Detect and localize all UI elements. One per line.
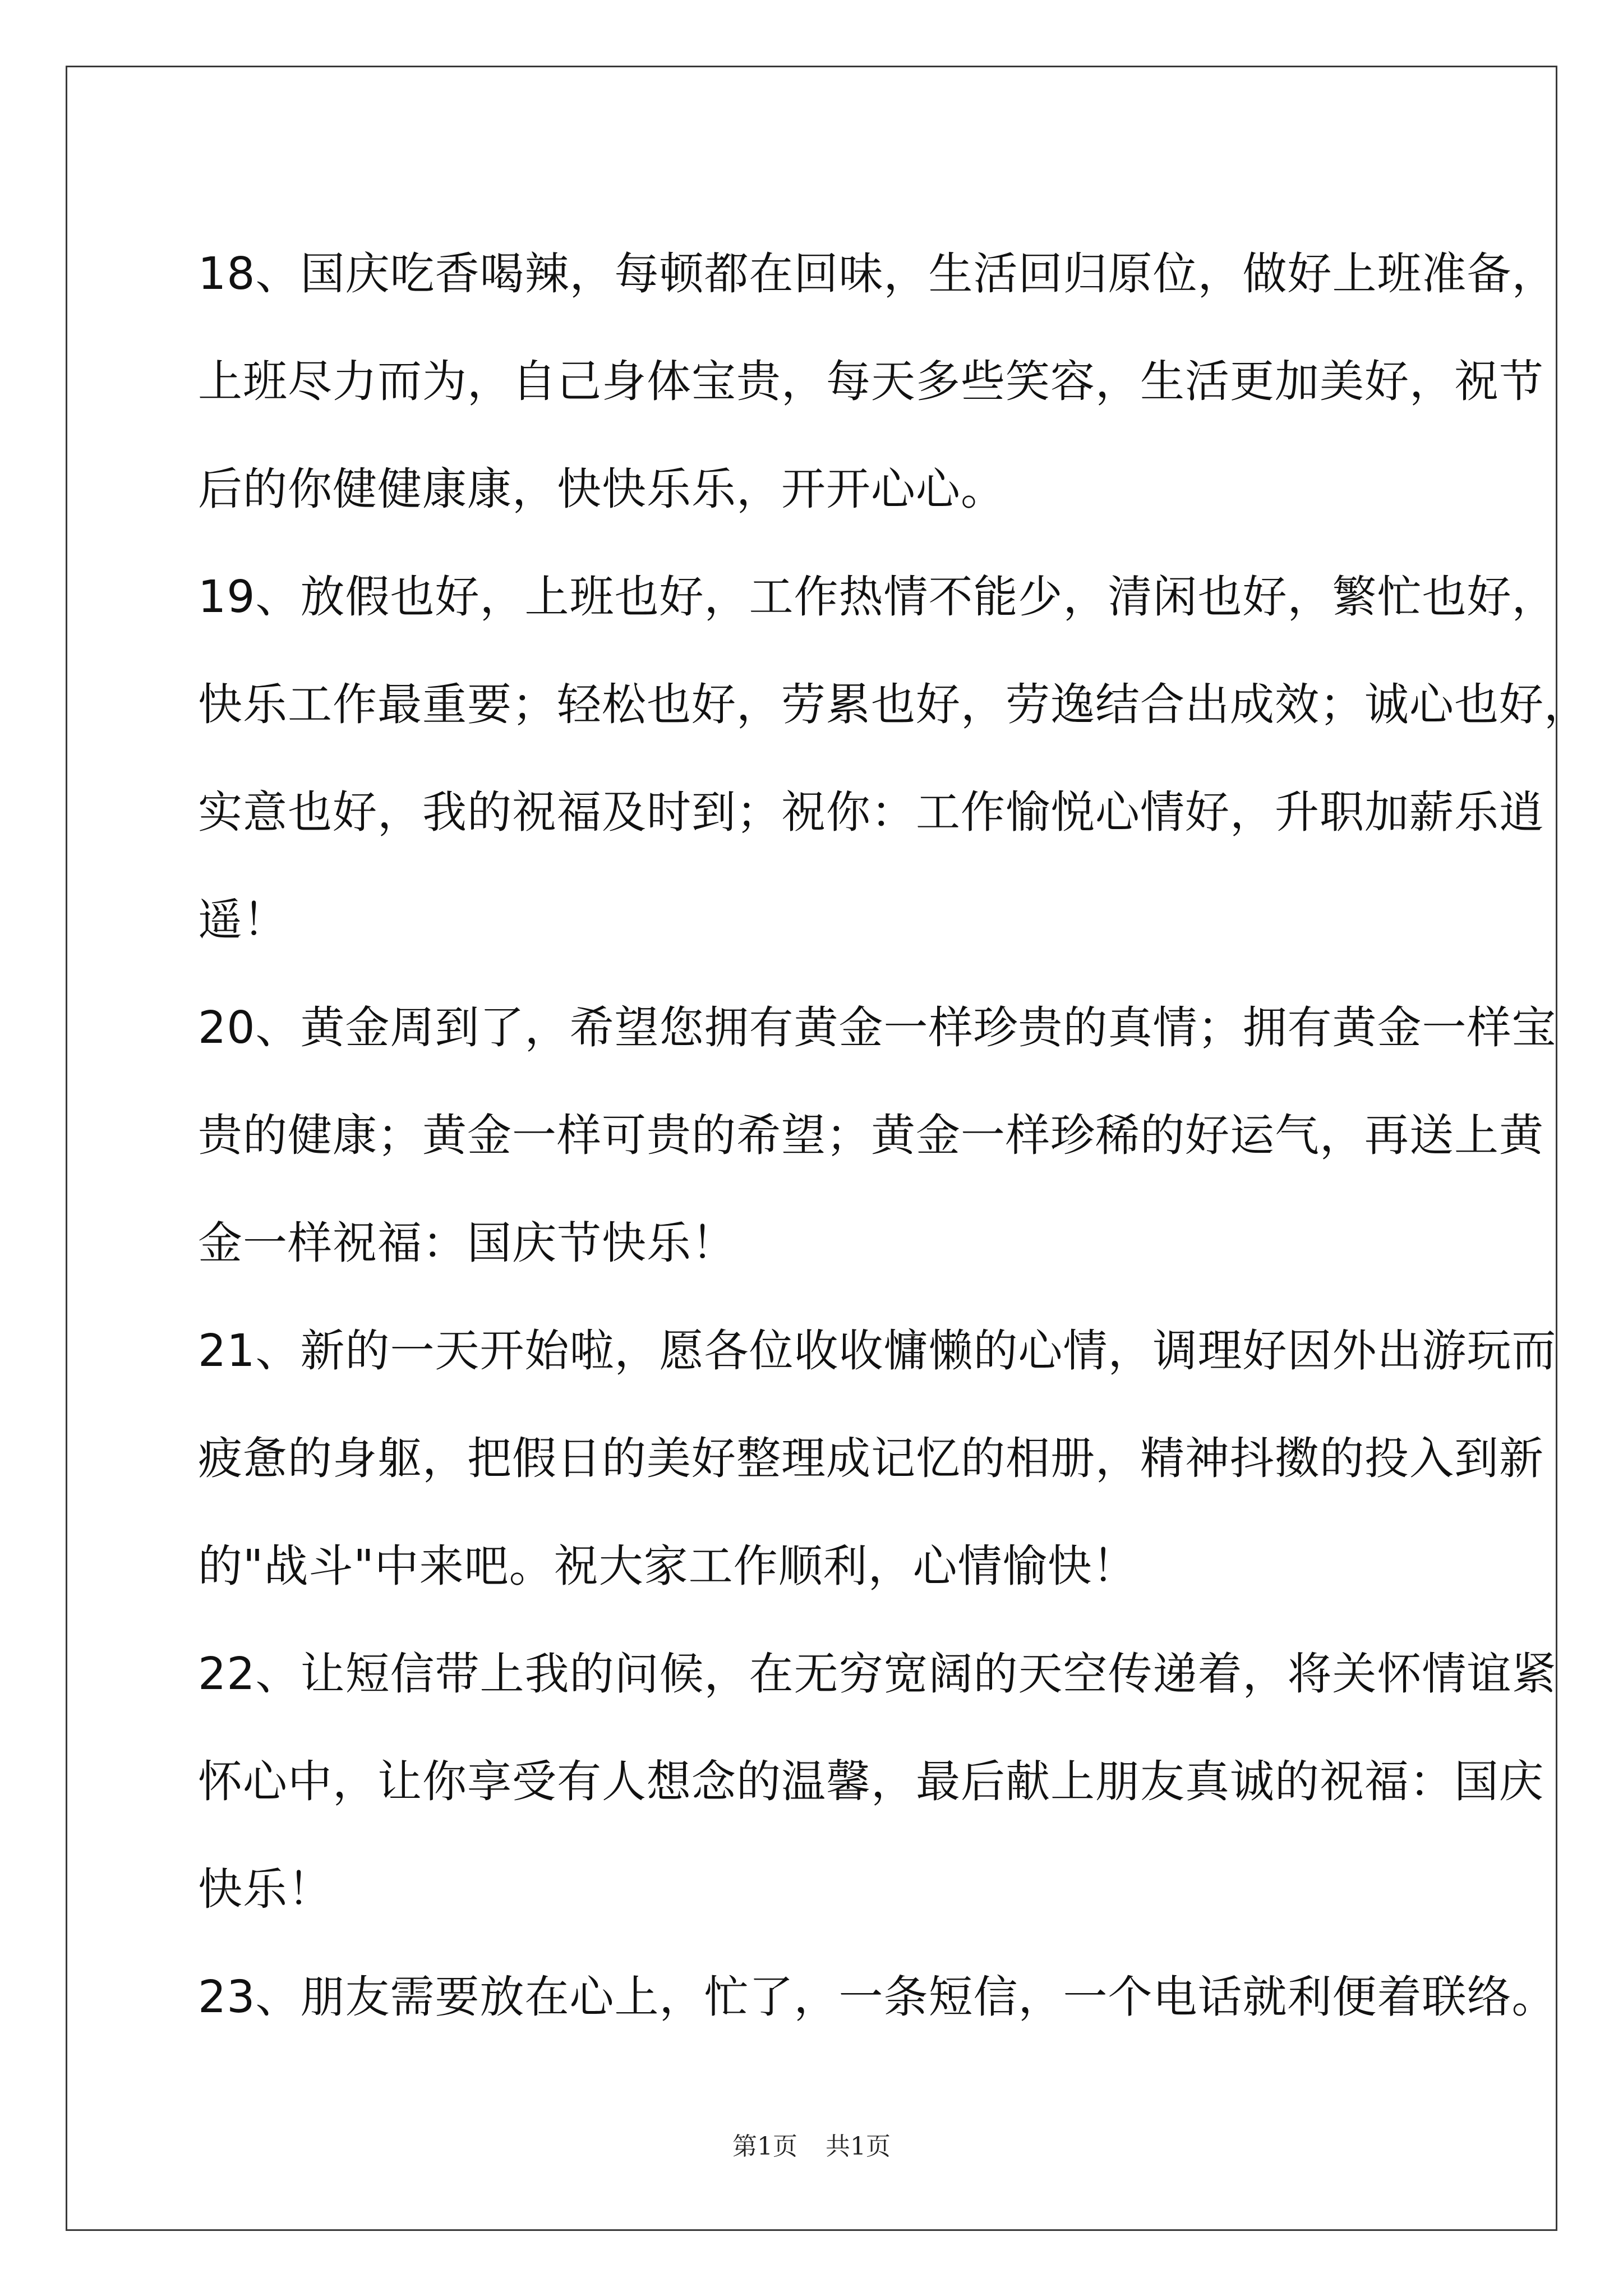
text-line: 快乐工作最重要；轻松也好，劳累也好，劳逸结合出成效；诚心也好， [198, 679, 1589, 730]
page-number-total: 共1页 [826, 2132, 891, 2161]
text-line: 19、放假也好，上班也好，工作热情不能少，清闲也好，繁忙也好， [198, 571, 1557, 623]
text-line: 20、黄金周到了，希望您拥有黄金一样珍贵的真情；拥有黄金一样宝 [198, 1002, 1557, 1053]
text-line: 22、让短信带上我的问候，在无穷宽阔的天空传递着，将关怀情谊紧 [198, 1648, 1557, 1700]
text-line: 的"战斗"中来吧。祝大家工作顺利，心情愉快！ [198, 1540, 1137, 1592]
text-line: 快乐！ [198, 1864, 333, 1915]
page-footer [0, 2126, 1623, 2162]
text-line: 贵的健康；黄金一样可贵的希望；黄金一样珍稀的好运气，再送上黄 [198, 1110, 1544, 1161]
document-body [198, 220, 1589, 2051]
text-line: 上班尽力而为，自己身体宝贵，每天多些笑容，生活更加美好，祝节 [198, 356, 1544, 407]
text-line: 21、新的一天开始啦，愿各位收收慵懒的心情，调理好因外出游玩而 [198, 1325, 1557, 1377]
page-number-current: 第1页 [732, 2132, 797, 2161]
text-line: 实意也好，我的祝福及时到；祝你：工作愉悦心情好，升职加薪乐逍 [198, 786, 1544, 838]
text-line: 23、朋友需要放在心上，忙了，一条短信，一个电话就利便着联络。 [198, 1971, 1557, 2023]
text-line: 后的你健健康康，快快乐乐，开开心心。 [198, 463, 1006, 515]
text-line: 18、国庆吃香喝辣，每顿都在回味，生活回归原位，做好上班准备， [198, 248, 1557, 300]
text-line: 怀心中，让你享受有人想念的温馨，最后献上朋友真诚的祝福：国庆 [198, 1756, 1544, 1807]
text-line: 疲惫的身躯，把假日的美好整理成记忆的相册，精神抖擞的投入到新 [198, 1433, 1544, 1484]
text-line: 遥！ [198, 894, 288, 946]
text-line: 金一样祝福：国庆节快乐！ [198, 1217, 736, 1269]
